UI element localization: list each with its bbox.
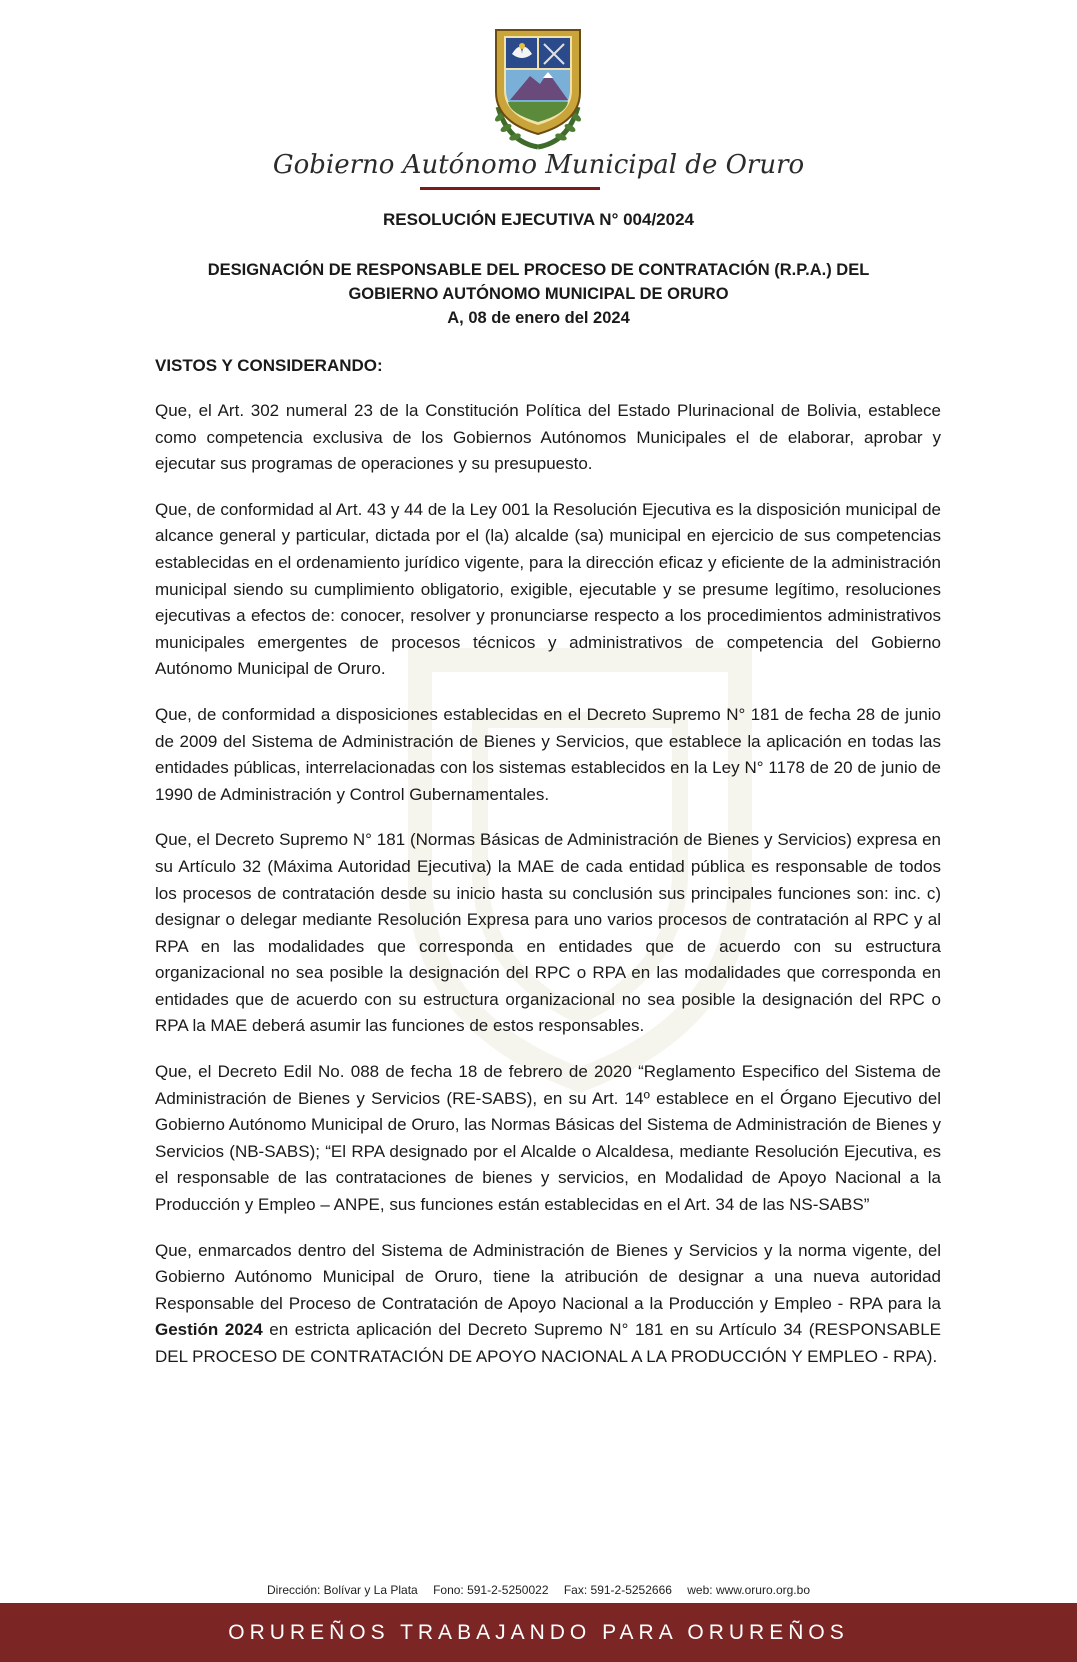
resolution-date: A, 08 de enero del 2024	[447, 309, 630, 327]
paragraph-2: Que, de conformidad al Art. 43 y 44 de la Ley 001 la Resolución Ejecutiva es la disposición municipal de alcance general y particular, dictada por el (la) alcalde (sa) municipal en ejercicio de sus competencias establecidas en el ordenamiento jurídico vigente, para la dirección eficaz y eficiente de la administración municipal siendo su cumplimiento obligatorio, exigible, ejecutable y se presume legítimo, resoluciones ejecutivas a efectos de: conocer, resolver y pronunciarse respecto a los procedimientos administrativos municipales emergentes de procesos técnicos y administrativos de competencia del Gobierno Autónomo Municipal de Oruro.	[155, 499, 941, 679]
subject-line-1: DESIGNACIÓN DE RESPONSABLE DEL PROCESO DE CONTRATACIÓN (R.P.A.) DEL	[207, 261, 870, 279]
paragraph-1: Que, el Art. 302 numeral 23 de la Constitución Política del Estado Plurinacional de Bolivia, establece como competencia exclusiva de los Gobiernos Autónomos Municipales el de elaborar, aprobar y ejecutar sus programas de operaciones y su presupuesto.	[155, 401, 941, 474]
footer-fax: Fax: 591-2-5252666	[563, 1583, 672, 1597]
footer-phone: Fono: 591-2-5250022	[433, 1583, 549, 1597]
paragraph-6-bold: Gestión 2024	[155, 1320, 263, 1340]
paragraph-6-start: Que, enmarcados dentro del Sistema de Administración de Bienes y Servicios y la norma vigente, del Gobierno Autónomo Municipal de Oruro, tiene la atribución de designar a una nueva autoridad Responsable del Proceso de Contratación de Apoyo Nacional a la Producción y Empleo - RPA para la	[155, 1240, 941, 1313]
footer-motto: ORUREÑOS TRABAJANDO PARA ORUREÑOS	[228, 1620, 849, 1644]
institution-name: Gobierno Autónomo Municipal de Oruro	[272, 150, 805, 180]
subject-line-2: GOBIERNO AUTÓNOMO MUNICIPAL DE ORURO	[348, 285, 729, 303]
footer-contact	[0, 1583, 1077, 1597]
coat-of-arms-icon	[478, 22, 598, 152]
footer-address: Dirección: Bolívar y La Plata	[266, 1583, 418, 1597]
header-rule	[420, 187, 600, 190]
section-heading: VISTOS Y CONSIDERANDO:	[155, 356, 383, 375]
paragraph-6	[155, 1238, 941, 1371]
resolution-title: RESOLUCIÓN EJECUTIVA N° 004/2024	[382, 210, 694, 229]
paragraph-4: Que, el Decreto Supremo N° 181 (Normas Básicas de Administración de Bienes y Servicios) expresa en su Artículo 32 (Máxima Autoridad Ejecutiva) la MAE de cada entidad pública es responsable de todos los procesos de contratación desde su inicio hasta su conclusión sus principales funciones son: inc. c) designar o delegar mediante Resolución Expresa para uno varios procesos de contratación al RPC y al RPA en las modalidades que corresponda en entidades que de acuerdo con su estructura organizacional no sea posible la designación del RPC o RPA en las modalidades que corresponda en entidades que de acuerdo con su estructura organizacional no sea posible la designación del RPC o RPA la MAE deberá asumir las funciones de estos responsables.	[155, 830, 941, 1036]
paragraph-6-end: en estricta aplicación del Decreto Supremo N° 181 en su Artículo 34 (RESPONSABLE DEL PROCESO DE CONTRATACIÓN DE APOYO NACIONAL A LA PRODUCCIÓN Y EMPLEO - RPA).	[155, 1320, 942, 1366]
document-body	[155, 398, 941, 1390]
paragraph-5: Que, el Decreto Edil No. 088 de fecha 18 de febrero de 2020 “Reglamento Especifico del Sistema de Administración de Bienes y Servicios (RE-SABS), en su Art. 14º establece en el Órgano Ejecutivo del Gobierno Autónomo Municipal de Oruro, las Normas Básicas del Sistema de Administración de Bienes y Servicios (NB-SABS); “El RPA designado por el Alcalde o Alcaldesa, mediante Resolución Ejecutiva, es el responsable de las contrataciones de bienes y servicios, en Modalidad de Apoyo Nacional a la Producción y Empleo – ANPE, sus funciones están establecidas en el Art. 34 de las NS-SABS”	[155, 1062, 941, 1215]
resolution-subject	[140, 258, 937, 330]
footer-web: web: www.oruro.org.bo	[687, 1583, 810, 1597]
paragraph-3: Que, de conformidad a disposiciones establecidas en el Decreto Supremo N° 181 de fecha 28 de junio de 2009 del Sistema de Administración de Bienes y Servicios, que establece la aplicación en todas las entidades públicas, interrelacionadas con los sistemas establecidos en la Ley N° 1178 de 20 de junio de 1990 de Administración y Control Gubernamentales.	[155, 704, 941, 804]
footer-band	[0, 1603, 1077, 1662]
